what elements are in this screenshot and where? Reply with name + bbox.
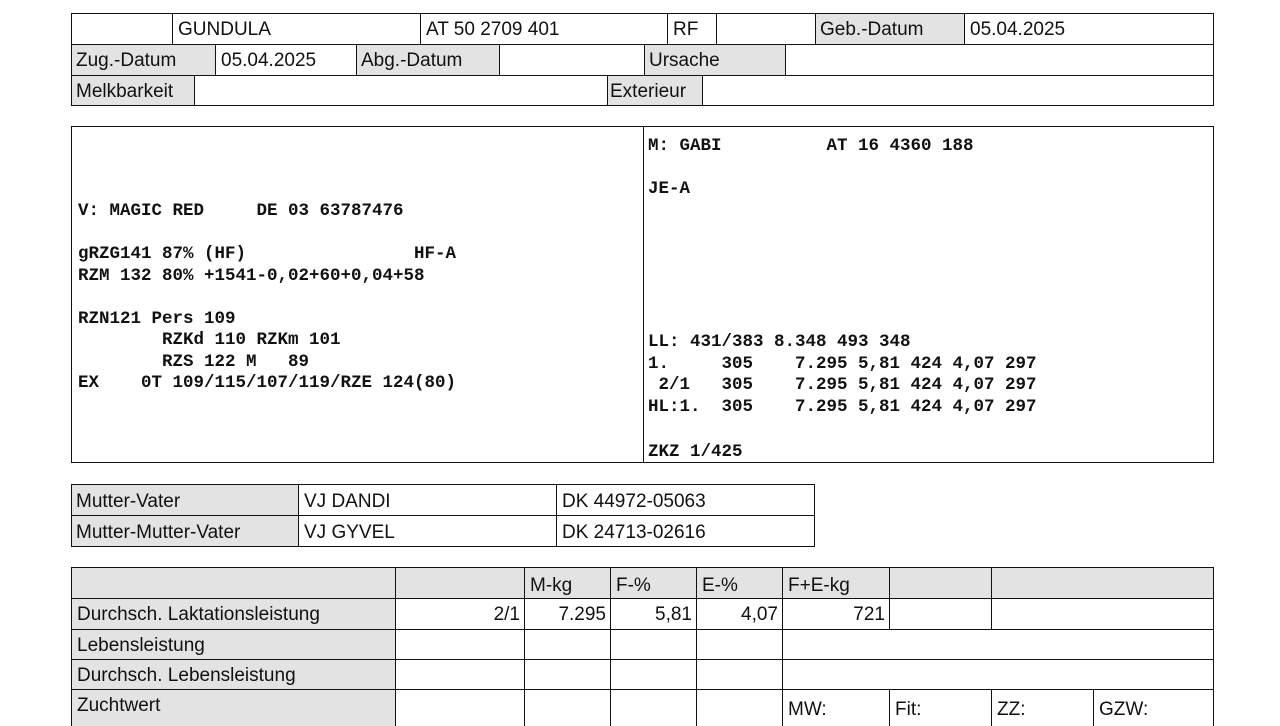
exterior-label: Exterieur [608, 76, 702, 105]
lactation-line: 1. 305 7.295 5,81 424 4,07 297 [648, 353, 1037, 374]
row-label-avg-lifetime: Durchsch. Lebensleistung [77, 666, 296, 685]
entry-date-label: Zug.-Datum [72, 45, 215, 75]
breed-code: RF [673, 20, 699, 39]
fat-protein-kg-value: 721 [853, 605, 885, 624]
pedigree-name: VJ DANDI [304, 492, 391, 511]
performance-col-divider [889, 689, 890, 726]
performance-col-divider [395, 567, 396, 726]
header-divider [172, 13, 173, 44]
sire-line: RZN121 Pers 109 [78, 308, 236, 329]
performance-row-divider [71, 659, 1214, 660]
header-divider [420, 13, 421, 44]
calving-interval: ZKZ 1/425 [648, 442, 743, 462]
mw-label: MW: [788, 700, 827, 719]
sire-line: RZKd 110 RZKm 101 [78, 330, 341, 350]
performance-col-divider [1093, 689, 1094, 726]
header-divider [215, 44, 216, 75]
header-row-divider [71, 44, 1214, 45]
cause-label: Ursache [645, 45, 785, 75]
parents-panel-divider [643, 126, 644, 463]
header-divider [702, 75, 703, 106]
sire-line: V: MAGIC RED DE 03 63787476 [78, 201, 404, 221]
lactation-count: 2/1 [493, 605, 520, 624]
header-divider [785, 44, 786, 75]
header-m-kg: M-kg [530, 576, 573, 595]
dam-line: M: GABI AT 16 4360 188 [648, 136, 974, 156]
lactation-line: HL:1. 305 7.295 5,81 424 4,07 297 [648, 396, 1037, 417]
entry-date-value: 05.04.2025 [221, 51, 317, 70]
header-divider [716, 13, 717, 44]
performance-col-divider [782, 567, 783, 726]
header-divider [499, 44, 500, 75]
fat-pct-value: 5,81 [655, 605, 692, 624]
dam-lactation-block [648, 332, 1037, 418]
header-fe-kg: F+E-kg [788, 576, 850, 595]
sire-line: RZS 122 M 89 [78, 351, 310, 372]
zz-label: ZZ: [997, 700, 1026, 719]
performance-col-divider [889, 567, 890, 630]
pedigree-name: VJ GYVEL [304, 523, 395, 542]
header-divider [194, 75, 195, 106]
sire-line: RZM 132 80% +1541-0,02+60+0,04+58 [78, 265, 425, 286]
performance-col-divider [524, 567, 525, 726]
row-label-lifetime: Lebensleistung [77, 636, 205, 655]
birth-date-value: 05.04.2025 [970, 20, 1066, 39]
row-label-breeding-value: Zuchtwert [77, 696, 161, 715]
pedigree-col-divider [556, 484, 557, 547]
dam-line: JE-A [648, 179, 691, 199]
performance-row-divider [71, 598, 1214, 599]
pedigree-id: DK 24713-02616 [562, 523, 706, 542]
exit-date-label: Abg.-Datum [357, 45, 499, 75]
header-divider [667, 13, 668, 44]
lactation-line: LL: 431/383 8.348 493 348 [648, 332, 911, 352]
milkability-label: Melkbarkeit [72, 76, 194, 105]
protein-pct-value: 4,07 [741, 605, 778, 624]
pedigree-id: DK 44972-05063 [562, 492, 706, 511]
header-f-pct: F-% [616, 576, 651, 595]
pedigree-role: Mutter-Mutter-Vater [72, 516, 298, 546]
lactation-line: 2/1 305 7.295 5,81 424 4,07 297 [648, 375, 1037, 395]
birth-date-label: Geb.-Datum [816, 14, 964, 44]
performance-col-divider [991, 689, 992, 726]
performance-col-divider [696, 567, 697, 726]
row-label-avg-lactation: Durchsch. Laktationsleistung [77, 605, 320, 624]
pedigree-col-divider [298, 484, 299, 547]
performance-row-divider [71, 689, 1214, 690]
sire-line: EX 0T 109/115/107/119/RZE 124(80) [78, 373, 457, 393]
dam-info-block [648, 136, 974, 201]
fit-label: Fit: [895, 700, 922, 719]
performance-row-divider [71, 629, 1214, 630]
performance-col-divider [610, 567, 611, 726]
ear-tag-number: AT 50 2709 401 [426, 20, 560, 39]
header-e-pct: E-% [702, 576, 738, 595]
pedigree-role: Mutter-Vater [72, 485, 298, 515]
milk-kg-value: 7.295 [558, 605, 606, 624]
gzw-label: GZW: [1099, 700, 1149, 719]
sire-line: gRZG141 87% (HF) HF-A [78, 244, 457, 264]
header-divider [964, 13, 965, 44]
performance-col-divider [991, 567, 992, 630]
animal-name: GUNDULA [178, 20, 271, 39]
sire-info-block [78, 201, 456, 395]
